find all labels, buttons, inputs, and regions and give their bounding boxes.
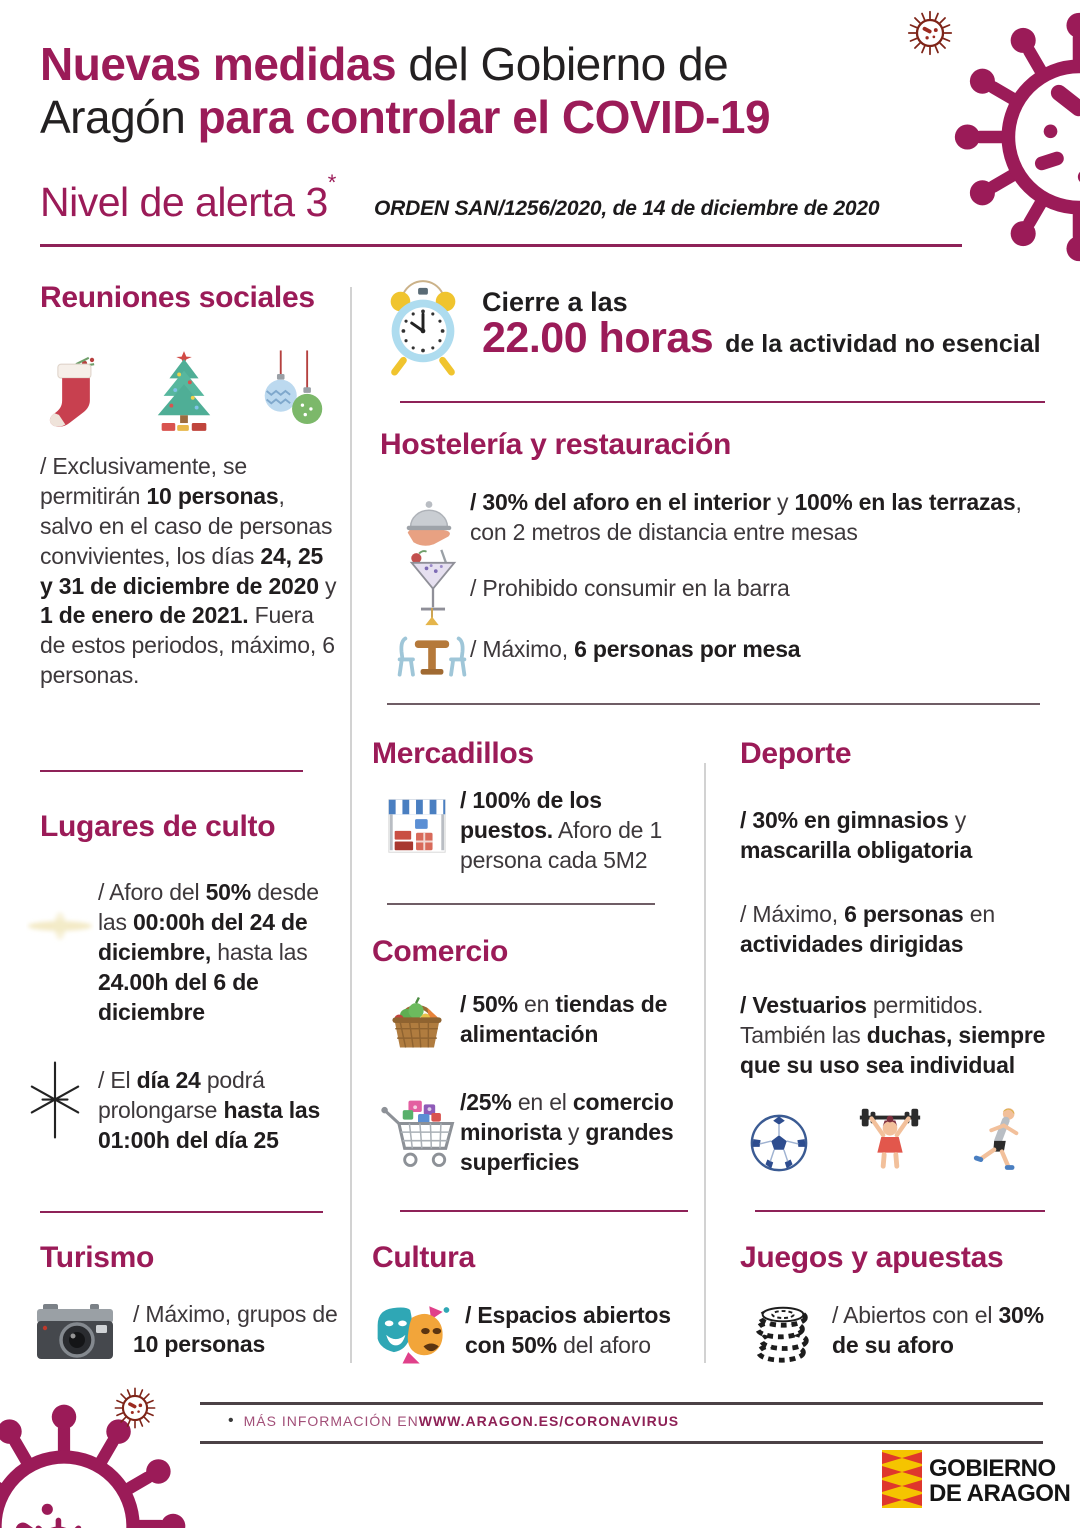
comercio-item-2: /25% en el comercio minorista y grandes superficies [460,1089,674,1175]
juegos-text: / Abiertos con el 30% de su aforo [832,1302,1044,1358]
hosteleria-item-2: / Prohibido consumir en la barra [470,575,790,601]
divider [400,1210,688,1212]
cierre-line [482,314,1041,363]
bullet-icon: • [228,1412,235,1429]
section-title-deporte: Deporte [740,737,852,770]
cierre-tail: de la actividad no esencial [725,330,1041,358]
sports-icons-row [748,1102,1028,1179]
section-title-comercio: Comercio [372,935,508,968]
divider [387,903,655,905]
baubles-icon [260,349,326,438]
divider [387,703,1040,705]
cultura-text: / Espacios abiertos con 50% del aforo [465,1302,671,1358]
section-title-cultura: Cultura [372,1241,475,1274]
poker-chips-icon [750,1298,816,1371]
divider [400,401,1045,403]
footer-info [228,1412,679,1430]
deporte-item-3: / Vestuarios permitidos. También las duchas, siempre que su uso sea individual [740,992,1046,1078]
section-title-turismo: Turismo [40,1241,155,1274]
hosteleria-item-1: / 30% del aforo en el interior y 100% en las terrazas, con 2 metros de distancia entre mesas [470,489,1022,545]
virus-icon-small [110,1383,160,1438]
cloche-icon [398,488,460,555]
cierre-lead: Cierre a las [482,287,628,317]
section-title-lugares: Lugares de culto [40,810,276,843]
mercadillos-text: / 100% de los puestos. Aforo de 1 persona cada 5M2 [460,787,663,873]
christmas-stocking-icon [44,353,108,438]
sparkle-star-icon [22,1058,88,1147]
table-chairs-icon [392,606,472,695]
deporte-item-2: / Máximo, 6 personas en actividades dirigidas [740,901,995,957]
gobierno-aragon-logo [882,1450,1070,1513]
shopping-cart-icon [376,1094,460,1179]
divider [40,1211,323,1213]
order-reference: ORDEN SAN/1256/2020, de 14 de diciembre de 2020 [374,197,880,220]
footer-divider-top [200,1402,1043,1405]
footer-info-label: MÁS INFORMACIÓN EN [243,1413,419,1429]
logo-line-1: GOBIERNO [929,1454,1056,1482]
aragon-flag-icon [882,1450,922,1513]
column-divider [350,287,352,1363]
alarm-clock-icon [374,278,472,383]
lugares-item-1: / Aforo del 50% desde las 00:00h del 24 de diciembre, hasta las 24.00h del 6 de diciembre [98,879,319,1025]
section-title-hosteleria: Hostelería y restauración [380,428,731,461]
alert-level: Nivel de alerta 3* [40,170,336,225]
footer-divider-bottom [200,1441,1043,1444]
divider [755,1210,1045,1212]
camera-icon [33,1300,117,1369]
logo-text [929,1454,1071,1507]
christmas-tree-icon [150,349,218,438]
section-title-mercadillos: Mercadillos [372,737,534,770]
weightlifting-icon [854,1102,926,1179]
page-title: Nuevas medidas del Gobierno de Aragón para controlar el COVID-19 [40,38,771,144]
food-basket-icon [383,990,451,1061]
logo-line-2: DE ARAGON [929,1479,1071,1507]
header-divider [40,244,962,247]
deporte-item-1: / 30% en gimnasios y mascarilla obligatoria [740,807,973,863]
column-divider [704,763,706,1363]
section-title-juegos: Juegos y apuestas [740,1241,1004,1274]
glow-star-icon [26,892,94,965]
section-title-reuniones: Reuniones sociales [40,281,315,314]
comercio-item-1: / 50% en tiendas de alimentación [460,991,668,1047]
footer-info-url[interactable]: WWW.ARAGON.ES/CORONAVIRUS [418,1413,680,1429]
cierre-time: 22.00 horas [482,314,714,362]
running-icon [970,1104,1028,1179]
soccer-ball-icon [748,1112,810,1179]
hosteleria-item-3: / Máximo, 6 personas por mesa [470,636,801,662]
virus-icon-large [0,1398,192,1528]
christmas-icons-row [44,330,326,438]
alert-footnote-mark: * [327,170,336,195]
lugares-item-2: / El día 24 podrá prolongarse hasta las 01:00h del día 25 [98,1067,321,1153]
divider [40,770,303,772]
turismo-text: / Máximo, grupos de 10 personas [133,1301,338,1357]
theater-masks-icon [370,1296,456,1373]
virus-icon-large [948,6,1080,273]
market-stall-icon [383,790,451,865]
reuniones-text: / Exclusivamente, se permitirán 10 personas, salvo en el caso de personas convivientes, los días 24, 25 y 31 de diciembre de 2020 y 1 de enero de 2021. Fuera de estos periodos, máximo, 6 personas. [40,453,337,689]
